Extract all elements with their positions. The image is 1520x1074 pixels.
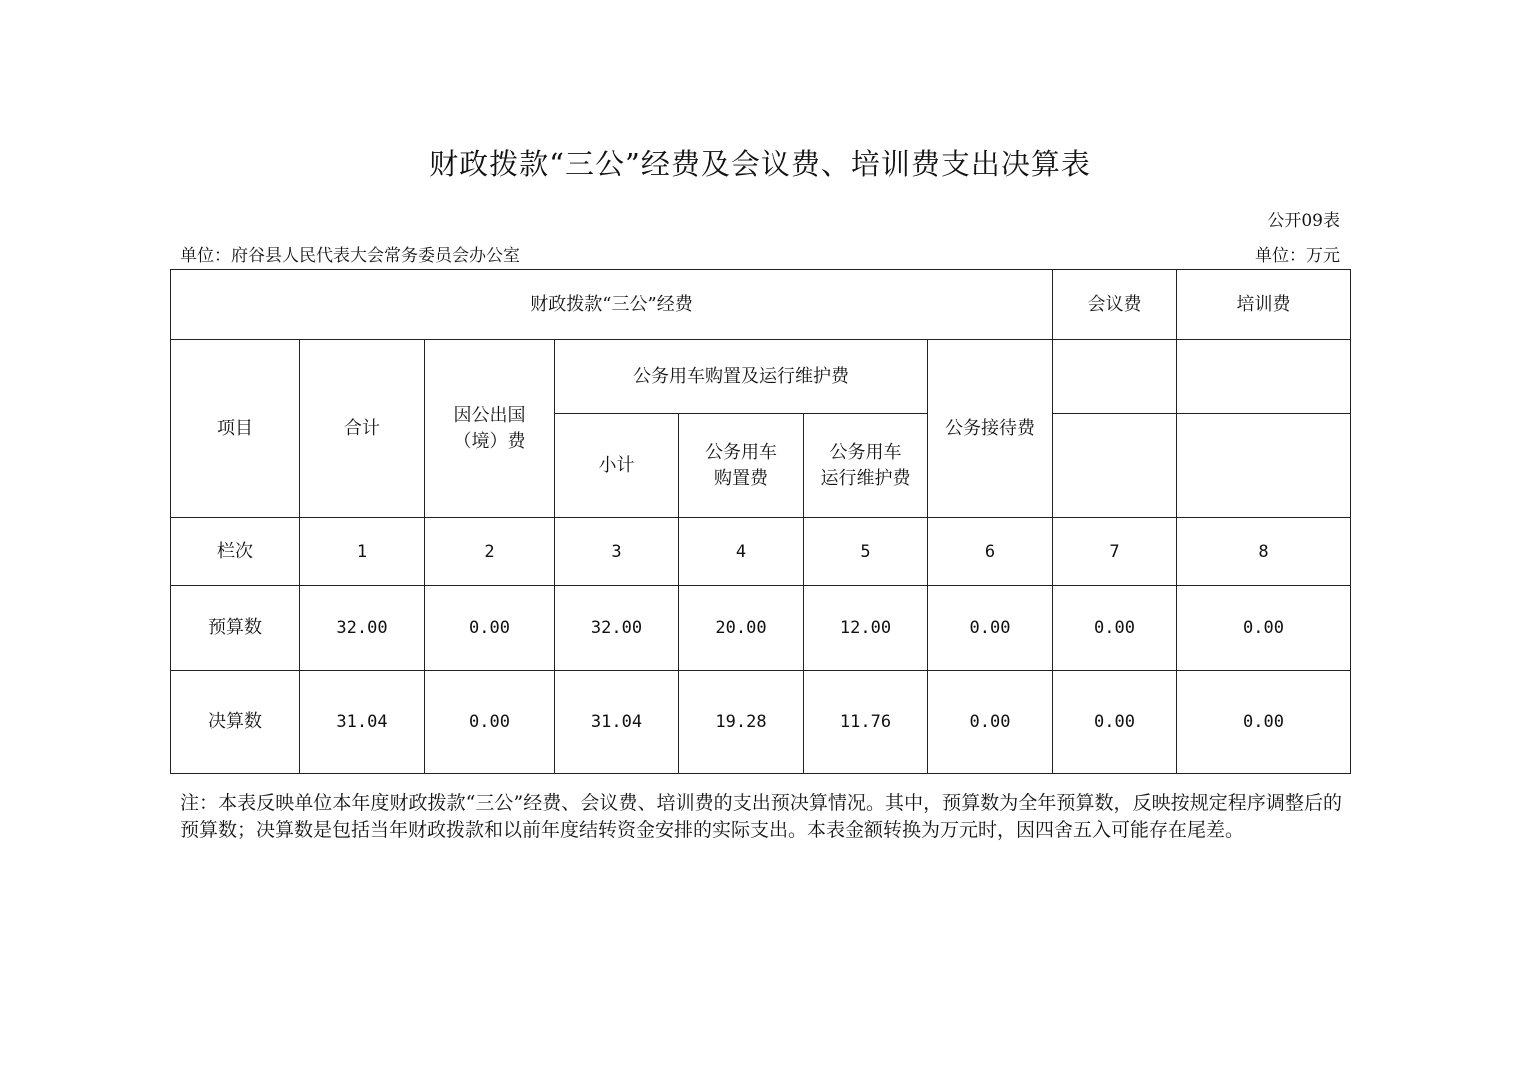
table-cell: 2 xyxy=(425,518,555,586)
table-cell: 6 xyxy=(928,518,1053,586)
table-cell: 0.00 xyxy=(928,586,1053,671)
table-cell: 8 xyxy=(1177,518,1351,586)
row-label: 栏次 xyxy=(171,518,300,586)
table-row-budget xyxy=(171,586,1351,671)
table-cell: 32.00 xyxy=(300,586,425,671)
expense-table xyxy=(170,269,1351,774)
table-row-final xyxy=(171,671,1351,774)
header-subtotal: 小计 xyxy=(555,414,679,518)
table-row-column-index xyxy=(171,518,1351,586)
row-label: 预算数 xyxy=(171,586,300,671)
table-cell: 11.76 xyxy=(804,671,928,774)
unit-currency: 单位：万元 xyxy=(1255,246,1340,266)
unit-organization: 单位：府谷县人民代表大会常务委员会办公室 xyxy=(180,246,520,266)
table-cell: 7 xyxy=(1053,518,1177,586)
table-cell: 0.00 xyxy=(928,671,1053,774)
header-training: 培训费 xyxy=(1177,270,1351,340)
table-note: 注：本表反映单位本年度财政拨款“三公”经费、会议费、培训费的支出预决算情况。其中，预算数为全年预算数，反映按规定程序调整后的预算数；决算数是包括当年财政拨款和以前年度结转资金安排的实际支出。本表金额转换为万元时，因四舍五入可能存在尾差。 xyxy=(180,792,1342,841)
header-training-blank-2 xyxy=(1177,414,1351,518)
row-label: 决算数 xyxy=(171,671,300,774)
header-abroad: 因公出国 （境）费 xyxy=(425,340,555,518)
table-cell: 32.00 xyxy=(555,586,679,671)
header-vehicle-run: 公务用车 运行维护费 xyxy=(804,414,928,518)
table-cell: 0.00 xyxy=(425,586,555,671)
table-cell: 20.00 xyxy=(679,586,804,671)
table-cell: 0.00 xyxy=(1053,671,1177,774)
table-cell: 0.00 xyxy=(1053,586,1177,671)
table-cell: 19.28 xyxy=(679,671,804,774)
header-meeting-blank-2 xyxy=(1053,414,1177,518)
table-cell: 12.00 xyxy=(804,586,928,671)
header-meeting: 会议费 xyxy=(1053,270,1177,340)
header-item: 项目 xyxy=(171,340,300,518)
header-training-blank-1 xyxy=(1177,340,1351,414)
table-cell: 0.00 xyxy=(425,671,555,774)
table-cell: 0.00 xyxy=(1177,671,1351,774)
header-meeting-blank-1 xyxy=(1053,340,1177,414)
table-cell: 5 xyxy=(804,518,928,586)
table-cell: 4 xyxy=(679,518,804,586)
header-vehicle: 公务用车购置及运行维护费 xyxy=(555,340,928,414)
header-sangong: 财政拨款“三公”经费 xyxy=(171,270,1053,340)
page-title: 财政拨款“三公”经费及会议费、培训费支出决算表 xyxy=(429,147,1091,181)
header-total: 合计 xyxy=(300,340,425,518)
table-cell: 3 xyxy=(555,518,679,586)
table-cell: 31.04 xyxy=(555,671,679,774)
header-reception: 公务接待费 xyxy=(928,340,1053,518)
form-number: 公开09表 xyxy=(1267,211,1340,231)
table-cell: 31.04 xyxy=(300,671,425,774)
table-cell: 1 xyxy=(300,518,425,586)
table-cell: 0.00 xyxy=(1177,586,1351,671)
header-vehicle-purchase: 公务用车 购置费 xyxy=(679,414,804,518)
